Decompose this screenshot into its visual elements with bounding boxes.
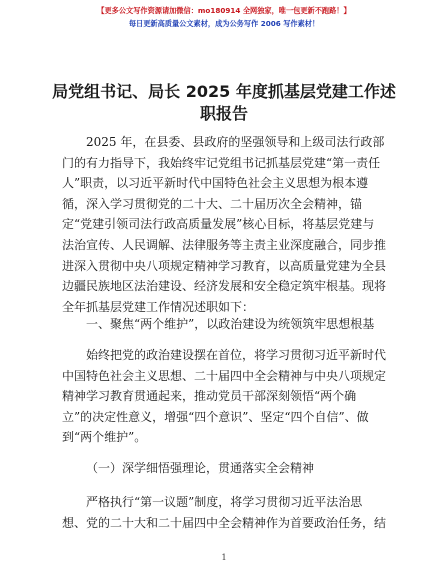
document-title-line-2: 职报告	[199, 104, 248, 123]
intro-paragraph	[62, 132, 392, 317]
section-1-paragraph	[62, 345, 392, 448]
paragraph-line: 到“两个维护”。	[62, 430, 147, 445]
paragraph-line: 边疆民族地区法治建设、经济发展和安全稳定筑牢根基。现将	[62, 279, 387, 294]
section-heading-1: 一、聚焦“两个维护”，以政治建设为统领筑牢思想根基	[86, 317, 375, 331]
paragraph-line: 进深入贯彻中央八项规定精神学习教育，以高质量党建为全县	[62, 258, 387, 273]
paragraph-line: 严格执行“第一议题”制度，将学习贯彻习近平法治思	[86, 495, 363, 509]
document-title-line-1: 局党组书记、局长 2025 年度抓基层党建工作述	[52, 82, 396, 101]
paragraph-line: 立”的决定性意义，增强“四个意识”、坚定“四个自信”、做	[62, 409, 369, 424]
paragraph-line: 2025 年，在县委、县政府的坚强领导和上级司法行政部	[86, 135, 385, 149]
paragraph-line: 精神学习教育贯通起来，推动党员干部深刻领悟“两个确	[62, 389, 357, 404]
paragraph-line: 始终把党的政治建设摆在首位，将学习贯彻习近平新时代	[86, 348, 387, 362]
page-number: 1	[221, 553, 227, 562]
paragraph-line: 全年抓基层党建工作情况述职如下：	[62, 299, 255, 314]
paragraph-line: 门的有力指导下，我始终牢记党组书记抓基层党建“第一责任	[62, 155, 381, 170]
subsection-1-paragraph	[62, 492, 392, 533]
paragraph-line: 法治宣传、人民调解、法律服务等主责主业深度融合，同步推	[62, 237, 387, 252]
subsection-heading-1: （一）深学细悟强理论，贯通落实全会精神	[86, 461, 315, 475]
paragraph-line: 想、党的二十大和二十届四中全会精神作为首要政治任务，结	[62, 515, 387, 530]
paragraph-line: 循，深入学习贯彻党的二十大、二十届历次全会精神，锚	[62, 196, 363, 211]
paragraph-line: 中国特色社会主义思想、二十届四中全会精神与中央八项规定	[62, 368, 387, 383]
paragraph-line: 定“党建引领司法行政高质量发展”核心目标，将基层党建与	[62, 217, 375, 232]
promo-header-line-2: 每日更新高质量公文素材，成为公务写作 2006 写作素材！	[128, 19, 320, 28]
paragraph-line: 人”职责，以习近平新时代中国特色社会主义思想为根本遵	[62, 176, 369, 191]
promo-header-line-1: 【更多公文写作资源请加微信：mo180914 全网独家，唯一包更新不跑路！】	[97, 6, 351, 15]
